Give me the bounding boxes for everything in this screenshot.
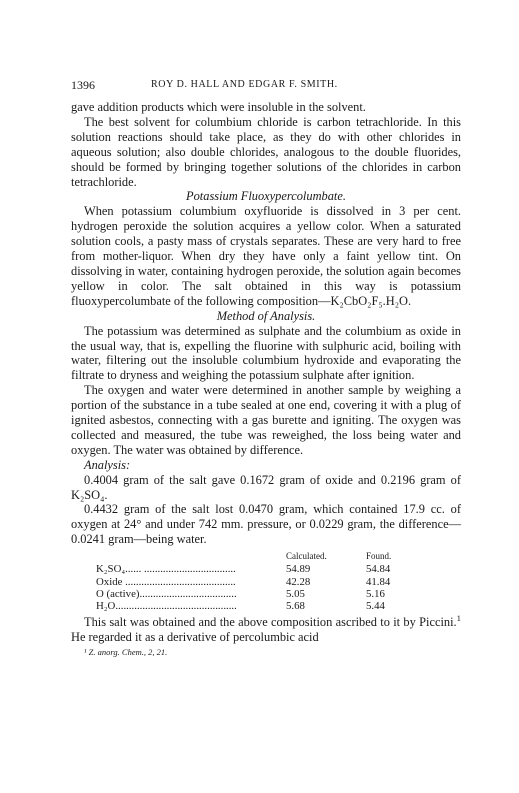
row-label: H₂O xyxy=(96,600,116,612)
results-table xyxy=(96,550,426,612)
results-header-row xyxy=(96,550,426,563)
calculated-value: 5.05 xyxy=(286,587,305,600)
row-leader: .................................... xyxy=(139,587,237,600)
running-title: ROY D. HALL AND EDGAR F. SMITH. xyxy=(151,79,338,90)
section-heading-fluoxypercolumbate: Potassium Fluoxypercolumbate. xyxy=(186,189,346,204)
page-header xyxy=(71,78,461,92)
found-value: 54.84 xyxy=(366,563,391,576)
footnote-marker: 1 xyxy=(456,613,461,624)
paragraph-solvent: The best solvent for columbium chloride is carbon tetrachloride. In this solution reactions should take place, as they do with other chlorides in aqueous solution; also double chlorides, analogous to the double fluorides, should be formed by bringing together solutions of the chlorides in carbon tetrachloride. xyxy=(71,114,461,189)
column-header-found: Found. xyxy=(366,551,392,562)
row-leader: ............................................. xyxy=(115,600,237,612)
footnote: ¹ Z. anorg. Chem., 2, 21. xyxy=(84,647,168,658)
piccini-text: This salt was obtained and the above composition ascribed to it by Piccini. xyxy=(84,615,457,630)
paragraph-continued: gave addition products which were insoluble in the solvent. xyxy=(71,100,366,114)
paragraph-analysis-2: 0.4432 gram of the salt lost 0.0470 gram, which contained 17.9 cc. of oxygen at 24° and under 742 mm. pressure, or 0.0229 gram, the difference—0.0241 gram—being water. xyxy=(71,502,461,547)
row-label: K₂SO₄...... xyxy=(96,563,142,576)
column-header-calculated: Calculated. xyxy=(286,551,327,562)
paragraph-preparation xyxy=(71,204,461,308)
found-value: 41.84 xyxy=(366,575,391,588)
preparation-text: When potassium columbium oxyfluoride is dissolved in 3 per cent. hydrogen peroxide the solution acquires a yellow color. When a saturated solution cools, a pasty mass of crystals separates. These are very hard to free from mother-liquor. When dry they have only a faint yellow tint. On dissolving in water, containing hydrogen peroxide, the solution again becomes yellow in color. The salt obtained in this way is potassium fluoxypercolumbate of the following composition— xyxy=(71,204,461,308)
paragraph-piccini xyxy=(71,615,461,645)
calculated-value: 42.28 xyxy=(286,575,311,588)
row-leader: .................................. xyxy=(141,563,236,576)
piccini-text-end: He regarded it as a derivative of percolumbic acid xyxy=(71,630,319,645)
paragraph-oxygen-method: The oxygen and water were determined in another sample by weighing a portion of the substance in a tube sealed at one end, covering it with a plug of ignited asbestos, connecting with a gas burette and igniting. The oxygen was collected and measured, the tube was reweighed, the loss being water and oxygen. The water was obtained by difference. xyxy=(71,383,461,457)
calculated-value: 5.68 xyxy=(286,600,305,612)
article-body xyxy=(71,100,461,660)
analysis-label: Analysis: xyxy=(84,457,131,472)
table-row xyxy=(96,563,426,575)
row-label: O (active) xyxy=(96,587,140,600)
section-heading-method: Method of Analysis. xyxy=(216,308,316,323)
found-value: 5.44 xyxy=(366,600,385,612)
paragraph-analysis-1: 0.4004 gram of the salt gave 0.1672 gram of oxide and 0.2196 gram of K₂SO₄. xyxy=(71,472,461,502)
composition-formula: K₂CbO₂F₅.H₂O. xyxy=(330,293,412,308)
paragraph-potassium-method: The potassium was determined as sulphate and the columbium as oxide in the usual way, that is, expelling the fluorine with sulphuric acid, boiling with water, filtering out the insoluble columbium hydroxide and evaporating the filtrate to dryness and weighing the potassium sulphate after ignition. xyxy=(71,323,461,383)
calculated-value: 54.89 xyxy=(286,563,311,576)
row-label: Oxide xyxy=(96,575,123,588)
table-row xyxy=(96,588,426,600)
table-row xyxy=(96,600,426,612)
row-leader: ......................................... xyxy=(122,575,236,588)
table-row xyxy=(96,576,426,588)
found-value: 5.16 xyxy=(366,587,385,600)
page-number: 1396 xyxy=(71,78,95,92)
